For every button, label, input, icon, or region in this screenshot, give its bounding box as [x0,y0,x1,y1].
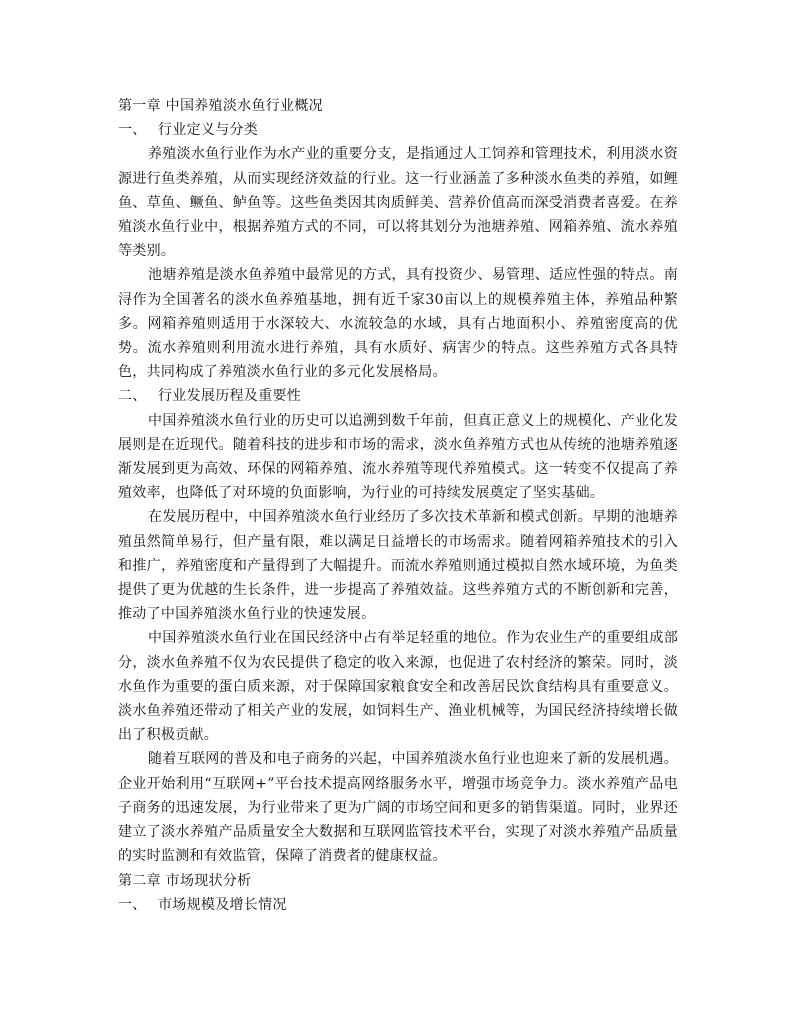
section-2-1-heading [118,893,678,917]
paragraph: 中国养殖淡水鱼行业在国民经济中占有举足轻重的地位。作为农业生产的重要组成部分，淡水鱼养殖不仅为农民提供了稳定的收入来源，也促进了农村经济的繁荣。同时，淡水鱼作为重要的蛋白质来源，对于保障国家粮食安全和改善居民饮食结构具有重要意义。淡水鱼养殖还带动了相关产业的发展，如饲料生产、渔业机械等，为国民经济持续增长做出了积极贡献。 [118,630,678,744]
section-1-1-heading [118,118,678,142]
chapter-2-title: 第二章 市场现状分析 [118,872,252,889]
section-number: 一、 [118,896,147,913]
section-number: 一、 [118,122,147,139]
section-1-2-heading [118,384,678,408]
paragraph: 养殖淡水鱼行业作为水产业的重要分支，是指通过人工饲养和管理技术，利用淡水资源进行鱼类养殖，从而实现经济效益的行业。这一行业涵盖了多种淡水鱼类的养殖，如鲤鱼、草鱼、鳜鱼、鲈鱼等。这些鱼类因其肉质鲜美、营养价值高而深受消费者喜爱。在养殖淡水鱼行业中，根据养殖方式的不同，可以将其划分为池塘养殖、网箱养殖、流水养殖等类别。 [118,146,678,260]
paragraph: 池塘养殖是淡水鱼养殖中最常见的方式，具有投资少、易管理、适应性强的特点。南浔作为全国著名的淡水鱼养殖基地，拥有近千家30亩以上的规模养殖主体，养殖品种繁多。网箱养殖则适用于水深较大、水流较急的水域，具有占地面积小、养殖密度高的优势。流水养殖则利用流水进行养殖，具有水质好、病害少的特点。这些养殖方式各具特色，共同构成了养殖淡水鱼行业的多元化发展格局。 [118,267,678,381]
paragraph: 中国养殖淡水鱼行业的历史可以追溯到数千年前，但真正意义上的规模化、产业化发展则是在近现代。随着科技的进步和市场的需求，淡水鱼养殖方式也从传统的池塘养殖逐渐发展到更为高效、环保的网箱养殖、流水养殖等现代养殖模式。这一转变不仅提高了养殖效率，也降低了对环境的负面影响，为行业的可持续发展奠定了坚实基础。 [118,412,678,502]
section-title: 行业定义与分类 [158,122,259,139]
paragraph: 在发展历程中，中国养殖淡水鱼行业经历了多次技术革新和模式创新。早期的池塘养殖虽然简单易行，但产量有限，难以满足日益增长的市场需求。随着网箱养殖技术的引入和推广，养殖密度和产量得到了大幅提升。而流水养殖则通过模拟自然水域环境，为鱼类提供了更为优越的生长条件，进一步提高了养殖效益。这些养殖方式的不断创新和完善，推动了中国养殖淡水鱼行业的快速发展。 [118,509,678,623]
paragraph: 随着互联网的普及和电子商务的兴起，中国养殖淡水鱼行业也迎来了新的发展机遇。企业开始利用“互联网+”平台技术提高网络服务水平，增强市场竞争力。淡水养殖产品电子商务的迅速发展，为行业带来了更为广阔的市场空间和更多的销售渠道。同时，业界还建立了淡水养殖产品质量安全大数据和互联网监管技术平台，实现了对淡水养殖产品质量的实时监测和有效监管，保障了消费者的健康权益。 [118,751,678,865]
section-title: 行业发展历程及重要性 [158,388,301,405]
section-title: 市场规模及增长情况 [158,896,287,913]
section-number: 二、 [118,388,147,405]
document-page [118,94,678,917]
chapter-1-title: 第一章 中国养殖淡水鱼行业概况 [118,98,323,114]
